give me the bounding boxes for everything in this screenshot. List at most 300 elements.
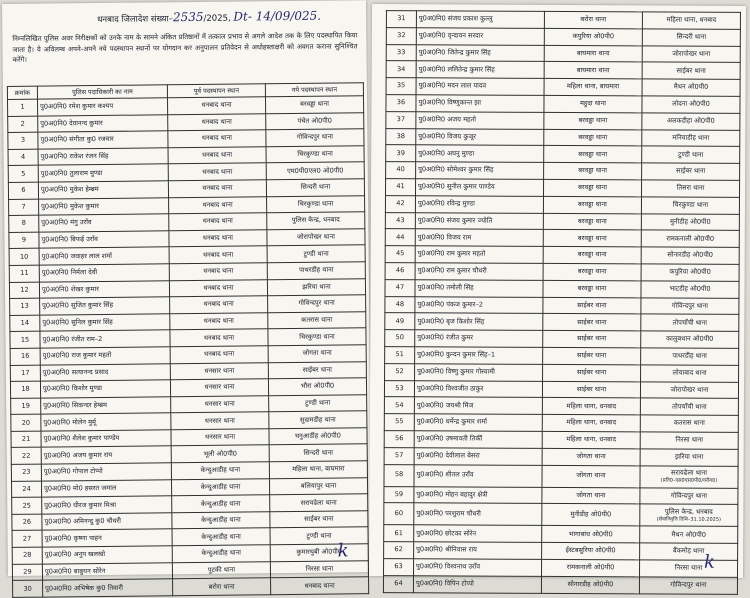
serial-cell: 44 [385, 229, 415, 246]
new-posting-cell: साईबर थाना [642, 62, 740, 79]
prev-posting-cell: साईबर थाना [543, 314, 641, 331]
new-posting-cell: बलियापुर थाना [269, 477, 367, 495]
table-row [384, 558, 738, 577]
prev-posting-cell: साईबर थाना [543, 347, 641, 364]
prev-posting-cell: केन्दुआडीह थाना [172, 545, 270, 563]
new-posting-cell: एम0पी0एल0 ओ0पी0 [266, 162, 364, 180]
table-row [385, 229, 739, 248]
new-posting-cell: गोविन्दपुर थाना [268, 295, 366, 313]
prev-posting-cell: धनसार थाना [170, 362, 268, 380]
new-posting-cell: पाथरडीह थाना [641, 348, 739, 365]
new-posting-cell: धनबाद थाना [271, 577, 369, 595]
serial-cell: 14 [10, 315, 40, 332]
serial-cell: 58 [384, 464, 414, 486]
prev-posting-cell: धनबाद थाना [167, 97, 265, 115]
new-posting-cell: कतरास थाना [268, 311, 366, 329]
officer-name-cell: पु0अ0नि0 तुलाराम मुण्डा [38, 164, 168, 182]
serial-cell: 32 [386, 27, 416, 44]
prev-posting-cell: भूली ओ0पी0 [171, 445, 269, 463]
officer-name-cell: पु0अ0नि0 राम कुमार महतो [415, 246, 543, 263]
prev-posting-cell: केन्दुआडीह थाना [171, 478, 269, 496]
serial-cell: 3 [8, 132, 38, 149]
serial-cell: 8 [9, 215, 39, 232]
order-header [97, 9, 321, 25]
posting-subnote: (प्रति0–एस0एस0पी0/वरीय0) [660, 477, 718, 484]
officer-name-cell: पु0अ0नि0 संजय कुमार ज्योति [415, 212, 543, 229]
officer-name-cell: पु0अ0नि0 श्रीनिवास राय [414, 542, 542, 559]
table-row [384, 486, 738, 505]
prev-posting-cell: केन्दुआडीह थाना [171, 462, 269, 480]
serial-cell: 7 [9, 199, 39, 216]
table-row [385, 212, 739, 231]
table-row [386, 95, 740, 114]
left-page [2, 0, 372, 593]
officer-name-cell: पु0अ0नि0 रंजीत राम–2 [40, 330, 170, 348]
officer-name-cell: पु0अ0नि0 छोटका सोरेन [414, 525, 542, 542]
new-posting-cell: पंचेत ओ0पी0 [266, 112, 364, 130]
prev-posting-cell: बरवड्डा थाना [544, 146, 642, 163]
serial-cell: 43 [385, 212, 415, 229]
officer-name-cell: पु0अ0नि0 शैलेश कुमार पाण्डेय [41, 430, 171, 448]
table-row [386, 11, 740, 30]
new-posting-cell: सरायढेला थाना [270, 494, 368, 512]
table-row [384, 464, 738, 488]
table-row [385, 263, 739, 282]
prev-posting-cell: धनबाद थाना [168, 180, 266, 198]
serial-cell: 23 [11, 464, 41, 481]
table-row [384, 447, 738, 466]
new-posting-cell: लोयाबाद थाना [641, 365, 739, 382]
officer-name-cell: पु0अ0नि0 मोलेन मुर्मू [41, 413, 171, 431]
officer-name-cell: पु0अ0नि0 संगीता कु0 रजवार [38, 131, 168, 149]
new-posting-cell: कालुबथान ओ0पी0 [641, 331, 739, 348]
officer-name-cell: पु0अ0नि0 तमोली सिंह [415, 279, 543, 296]
new-posting-cell: गोविन्दपुर थाना [641, 297, 739, 314]
table-row [386, 27, 740, 46]
table-row [386, 111, 740, 130]
table-row [384, 430, 738, 449]
serial-cell: 16 [10, 348, 40, 365]
new-posting-cell: कुमारधुबी ओ0पी0 [270, 544, 368, 562]
serial-cell: 45 [385, 246, 415, 263]
prev-posting-cell: भागाबांध ओ0पी0 [542, 526, 640, 543]
prev-posting-cell: बरवड्डा थाना [543, 247, 641, 264]
new-posting-cell: सुदामडीह थाना [269, 411, 367, 429]
new-posting-cell: जोरापोखर थाना [642, 46, 740, 63]
serial-cell: 35 [386, 78, 416, 95]
table-row [384, 542, 738, 561]
serial-cell: 26 [12, 514, 42, 531]
table-row [384, 380, 738, 399]
serial-cell: 64 [383, 575, 413, 592]
prev-posting-cell: केन्दुआडीह थाना [172, 528, 270, 546]
serial-cell: 27 [12, 531, 42, 548]
officer-name-cell: पु0अ0नि0 मो0 हसरत जमाल [41, 479, 171, 497]
officer-name-cell: पु0अ0नि0 अजय महतो [416, 112, 544, 129]
prev-posting-cell: धनसार थाना [171, 429, 269, 447]
new-posting-cell: निरसा थाना [640, 432, 738, 449]
new-posting-cell: बरवड्डा थाना [265, 96, 363, 114]
officer-name-cell: पु0अ0नि0 बिफई उराँव [39, 231, 169, 249]
serial-cell: 31 [386, 11, 416, 28]
officer-name-cell: पु0अ0नि0 अजय कुमार राय [41, 446, 171, 464]
table-row [384, 525, 738, 544]
officer-name-cell: पु0अ0नि0 राम कुमार चौधरी [415, 263, 543, 280]
prev-posting-cell: बरवड्डा थाना [544, 112, 642, 129]
serial-cell: 54 [384, 397, 414, 414]
new-posting-cell: मुनीडीह ओ0पी0 [641, 213, 739, 230]
prev-posting-cell: महिला थाना, बाघमारा [544, 79, 642, 96]
new-posting-cell: टुण्डी थाना [642, 146, 740, 163]
new-posting-cell: गोविन्दपुर थाना [640, 487, 738, 504]
order-number: 2535 [172, 9, 204, 25]
officer-name-cell: पु0अ0नि0 राकेश रंजन सिंह [38, 148, 168, 166]
prev-posting-cell: केन्दुआडीह थाना [172, 495, 270, 513]
new-posting-cell: गोविन्दपुर थाना [266, 129, 364, 147]
table-row [385, 179, 739, 198]
table-row [385, 246, 739, 265]
prev-posting-cell: बरवड्डा थाना [544, 129, 642, 146]
prev-posting-cell: जोगता थाना [542, 448, 640, 465]
new-posting-cell: टुण्डी थाना [267, 245, 365, 263]
prev-posting-cell: धनबाद थाना [169, 246, 267, 264]
serial-cell: 56 [384, 430, 414, 447]
officer-name-cell: पु0अ0नि0 धीरज कुमार मिश्रा [42, 496, 172, 514]
prev-posting-cell: जोगता थाना [542, 465, 640, 488]
prev-posting-cell: धनसार थाना [171, 395, 269, 413]
prev-posting-cell: सोनारडीह ओ0पी0 [541, 576, 639, 593]
new-posting-cell: जोगता थाना [268, 345, 366, 363]
officer-name-cell: पु0अ0नि0 मदन लाल यादव [416, 78, 544, 95]
order-prefix: धनबाद जिलादेश संख्या– [97, 14, 174, 26]
officer-name-cell: पु0अ0नि0 सुनिल कुमार सिंह [40, 313, 170, 331]
officer-name-cell: पु0अ0नि0 कुन्दन कुमार सिंह–1 [415, 347, 543, 364]
table-row [13, 577, 369, 597]
new-posting-cell: चिरकुण्डा थाना [266, 145, 364, 163]
serial-cell: 46 [385, 263, 415, 280]
serial-cell: 18 [10, 381, 40, 398]
new-posting-cell: जोरापोखर थाना [640, 381, 738, 398]
officer-name-cell: पु0अ0नि0 विजय राम [415, 229, 543, 246]
prev-posting-cell: बरवड्डा थाना [543, 280, 641, 297]
prev-posting-cell: धनबाद थाना [169, 279, 267, 297]
officer-name-cell: पु0अ0नि0 विश्वजीत ठाकुर [414, 380, 542, 397]
new-posting-cell: पुलिस केन्द्र, धनबाद [267, 212, 365, 230]
new-posting-cell: झरिया थाना [640, 449, 738, 466]
serial-cell: 41 [385, 179, 415, 196]
prev-posting-cell: धनबाद थाना [170, 312, 268, 330]
new-posting-cell: पुलिस केन्द्र, धनबाद (सेवानिवृत्ति तिथि–31.10.2025) [640, 504, 738, 527]
officer-name-cell: पु0अ0नि0 जितेन्द्र कुमार सिंह [416, 44, 544, 61]
officer-name-cell: पु0अ0नि0 सुजित कुमार सिंह [40, 297, 170, 315]
new-posting-cell: सोनारडीह ओ0पी0 [641, 247, 739, 264]
table-row [386, 78, 740, 97]
table-row [385, 313, 739, 332]
prev-posting-cell: धनबाद थाना [168, 113, 266, 131]
officer-name-cell: पु0अ0नि0 अनुप खलखो [42, 546, 172, 564]
prev-posting-cell: धनबाद थाना [170, 296, 268, 314]
officer-name-cell: पु0अ0नि0 सत्यानन्द प्रसाद [40, 363, 170, 381]
prev-posting-cell: बाघमारा थाना [544, 62, 642, 79]
officer-name-cell: पु0अ0नि0 निर्मला देवी [39, 264, 169, 282]
officer-name-cell: पु0अ0नि0 किशोर मुण्डा [40, 380, 170, 398]
serial-cell: 11 [9, 265, 39, 282]
officer-name-cell: पु0अ0नि0 विष्णु कुमार गोस्वामी [415, 363, 543, 380]
prev-posting-cell: धनबाद थाना [168, 147, 266, 165]
transfer-table-right [383, 10, 741, 594]
posting-subnote: (सेवानिवृत्ति तिथि–31.10.2025) [656, 516, 721, 523]
serial-cell: 38 [386, 128, 416, 145]
new-posting-cell: साईबर थाना [270, 511, 368, 529]
new-posting-cell: चिरकुण्डा थाना [267, 195, 365, 213]
table-row [384, 503, 738, 527]
prev-posting-cell: धनबाद थाना [169, 229, 267, 247]
officer-name-cell: पु0अ0नि0 देवीलाल बेसरा [414, 447, 542, 464]
serial-cell: 42 [385, 195, 415, 212]
new-posting-cell: टुण्डी थाना [269, 394, 367, 412]
serial-cell: 60 [384, 503, 414, 525]
table-row [385, 363, 739, 382]
prev-posting-cell: धनबाद थाना [170, 346, 268, 364]
serial-cell: 39 [386, 145, 416, 162]
serial-cell: 49 [385, 313, 415, 330]
serial-cell: 9 [9, 232, 39, 249]
transfer-table-left [7, 82, 369, 598]
prev-posting-cell: महिला थाना, धनबाद [542, 415, 640, 432]
prev-posting-cell: बरवड्डा थाना [543, 213, 641, 230]
officer-name-cell: पु0अ0नि0 शीतल उराँव [414, 464, 542, 487]
new-posting-cell: पाथरडीह थाना [267, 262, 365, 280]
officer-name-cell: पु0अ0नि0 धर्मेन्द्र कुमार शर्मा [414, 414, 542, 431]
signature-left: k [337, 540, 349, 562]
serial-cell: 17 [10, 365, 40, 382]
new-posting-cell: रामकनाली ओ0पी0 [641, 230, 739, 247]
prev-posting-cell: धनबाद थाना [169, 196, 267, 214]
table-row [385, 279, 739, 298]
new-posting-cell: सिन्दरी थाना [266, 179, 364, 197]
serial-cell: 2 [8, 116, 38, 133]
serial-cell: 22 [11, 448, 41, 465]
officer-name-cell: पु0अ0नि0 रविन्द्र मुण्डा [415, 195, 543, 212]
serial-cell: 55 [384, 414, 414, 431]
serial-cell: 1 [7, 99, 37, 116]
right-page [369, 4, 746, 589]
serial-cell: 28 [12, 547, 42, 564]
prev-posting-cell: धनबाद थाना [168, 130, 266, 148]
new-posting-cell: साईबर थाना [268, 361, 366, 379]
serial-cell: 6 [8, 182, 38, 199]
officer-name-cell: पु0अ0नि0 उषमावती तिर्की [414, 431, 542, 448]
new-posting-cell: घनुआडीह ओ0पी0 [269, 428, 367, 446]
table-row [385, 195, 739, 214]
new-posting-cell: बैंकमोड़ थाना [640, 543, 738, 560]
officer-name-cell: पु0अ0नि0 जयश्री मिंज [414, 397, 542, 414]
serial-cell: 57 [384, 447, 414, 464]
intro-paragraph: निम्नलिखित पुलिस अवर निरीक्षकों को उनके नाम के सामने अंकित प्रतिष्ठानों में तत्काल प्रभाव से अगले आदेश तक के लिए पदस्थापित किया जाता है। ये अविलम्ब अपने-अपने नये पदस्थापन स्थानों पर योगदान कर अनुपालन प्रतिवेदन से अधोहस्ताक्षरी को अवगत कराना सुनिश्चित करेंगे। [12, 31, 358, 64]
table-row [386, 145, 740, 164]
new-posting-cell: साईबर थाना [642, 163, 740, 180]
serial-cell: 10 [9, 248, 39, 265]
new-posting-cell: टुण्डी थाना [270, 527, 368, 545]
serial-cell: 21 [11, 431, 41, 448]
serial-cell: 59 [384, 486, 414, 503]
table-row [386, 44, 740, 63]
new-posting-cell: निरसा थाना [640, 560, 738, 577]
officer-name-cell: पु0अ0नि0 विश्वनाथ उराँव [414, 559, 542, 576]
officer-name-cell: पु0अ0नि0 सुनील कुमार पाण्डेय [415, 179, 543, 196]
officer-name-cell: पु0अ0नि0 जवाहर लाल शर्मा [39, 247, 169, 265]
new-posting-cell: मैथन ओ0पी0 [640, 526, 738, 543]
table-row [385, 296, 739, 315]
order-year: /2025, [203, 13, 231, 24]
serial-cell: 47 [385, 279, 415, 296]
prev-posting-cell: बरवड्डा थाना [543, 263, 641, 280]
serial-cell: 34 [386, 61, 416, 78]
prev-posting-cell: धनबाद थाना [169, 263, 267, 281]
officer-name-cell: पु0अ0नि0 मुकेश कुमार [39, 197, 169, 215]
new-posting-cell: तोपचाँची थाना [640, 398, 738, 415]
officer-name-cell: पु0अ0नि0 कृष्णा पाहन [42, 529, 172, 547]
new-posting-cell: चिरकुण्डा थाना [268, 328, 366, 346]
new-posting-cell: मैथन ओ0पी0 [642, 79, 740, 96]
officer-name-cell: पु0अ0नि0 बृज किशोर सिंह [415, 313, 543, 330]
new-posting-cell: सरायढेला थाना (प्रति0–एस0एस0पी0/वरीय0) [640, 465, 738, 488]
new-posting-cell: महिला थाना, बाघमारा [269, 461, 367, 479]
serial-cell: 61 [384, 525, 414, 542]
prev-posting-cell: मुनीडीह ओ0पी0 [542, 504, 640, 527]
prev-posting-cell: साईबर थाना [543, 297, 641, 314]
serial-cell: 12 [9, 282, 39, 299]
new-posting-cell: सिन्दरी थाना [642, 29, 740, 46]
prev-posting-cell: बरवड्डा थाना [543, 230, 641, 247]
new-posting-cell: मनियाडीह थाना [642, 129, 740, 146]
prev-posting-cell: रामकनाली ओ0पी0 [542, 559, 640, 576]
officer-name-cell: पु0अ0नि0 रंजीत कुमर [415, 330, 543, 347]
prev-posting-cell: साईबर थाना [543, 364, 641, 381]
serial-cell: 4 [8, 149, 38, 166]
prev-posting-cell: धनबाद थाना [169, 213, 267, 231]
officer-name-cell: पु0अ0नि0 राज कुमार महतो [40, 347, 170, 365]
officer-name-cell: पु0अ0नि0 पंकज कुमार–2 [415, 296, 543, 313]
new-posting-cell: निरसा थाना [270, 560, 368, 578]
serial-cell: 29 [12, 564, 42, 581]
prev-posting-cell: बाघमारा थाना [544, 45, 642, 62]
table-row [385, 330, 739, 349]
serial-cell: 62 [384, 542, 414, 559]
serial-cell: 37 [386, 111, 416, 128]
new-posting-cell: गोविन्दपुर थाना [639, 577, 737, 594]
serial-cell: 48 [385, 296, 415, 313]
col-header-name: पुलिस पदाधिकारी का नाम [37, 85, 167, 99]
officer-name-cell: पु0अ0नि0 सोमेश्वर कुमार सिंह [416, 162, 544, 179]
col-header-prev-posting: पूर्व पदस्थापन स्थान [167, 84, 265, 98]
officer-name-cell: पु0अ0नि0 विजय कुजूर [416, 128, 544, 145]
officer-name-cell: पु0अ0नि0 गोपाल टोप्पो [41, 463, 171, 481]
table-row [384, 414, 738, 433]
table-row [386, 61, 740, 80]
serial-cell: 15 [10, 331, 40, 348]
officer-name-cell: पु0अ0नि0 देवानन्द कुमार [38, 114, 168, 132]
new-posting-cell: अलकडीहा ओ0पी0 [642, 113, 740, 130]
officer-name-cell: पु0अ0नि0 अमिनन्दु कु0 चौधरी [42, 513, 172, 531]
prev-posting-cell: पुटकी थाना [172, 561, 270, 579]
officer-name-cell: पु0अ0नि0 ललितेन्द्र कुमार सिंह [416, 61, 544, 78]
officer-name-cell: पु0अ0नि0 विपिन टोप्पो [413, 575, 541, 592]
new-posting-cell: तिसरा थाना [641, 180, 739, 197]
signature-right: k [704, 551, 716, 573]
prev-posting-cell: धनबाद थाना [168, 163, 266, 181]
prev-posting-cell: बरवड्डा थाना [543, 196, 641, 213]
table-row [386, 128, 740, 147]
prev-posting-cell: बरवड्डा थाना [544, 163, 642, 180]
officer-name-cell: पु0अ0नि0 सिकन्दर हेम्ब्रम [41, 396, 171, 414]
prev-posting-cell: धनसार थाना [170, 379, 268, 397]
table-row [384, 397, 738, 416]
prev-posting-cell: ईस्टबसुरिया ओ0पी0 [542, 543, 640, 560]
table-row [385, 347, 739, 366]
serial-cell: 51 [385, 347, 415, 364]
col-header-new-posting: नये पदस्थापन स्थान [265, 83, 363, 97]
serial-cell: 36 [386, 95, 416, 112]
table-row [383, 575, 737, 594]
new-posting-cell: लोदना ओ0पी0 [642, 96, 740, 113]
new-posting-cell: सिन्दरी थाना [269, 444, 367, 462]
prev-posting-cell: साईबर थाना [542, 381, 640, 398]
serial-cell: 40 [386, 162, 416, 179]
prev-posting-cell: महुदा थाना [544, 95, 642, 112]
officer-name-cell: पु0अ0नि0 बाबुधन सोरेन [42, 562, 172, 580]
serial-cell: 33 [386, 44, 416, 61]
officer-name-cell: पु0अ0नि0 मंगु उराँव [39, 214, 169, 232]
serial-cell: 63 [384, 558, 414, 575]
prev-posting-cell: बरवड्डा थाना [543, 179, 641, 196]
officer-name-cell: पु0अ0नि0 वृन्दावन सरदार [416, 28, 544, 45]
new-posting-cell: कपुरिया ओ0पी0 [641, 264, 739, 281]
officer-name-cell: पु0अ0नि0 अभिषेक कु0 तिवारी [43, 579, 173, 597]
serial-cell: 24 [11, 481, 41, 498]
officer-name-cell: पु0अ0नि0 मोहन बहादुर क्षेत्री [414, 486, 542, 503]
prev-posting-cell: केन्दुआडीह थाना [172, 512, 270, 530]
officer-name-cell: पु0अ0नि0 विष्णुकान्त झा [416, 95, 544, 112]
prev-posting-cell: धनबाद थाना [170, 329, 268, 347]
officer-name-cell: पु0अ0नि0 संजय प्रकाश कुल्लु [416, 11, 544, 28]
serial-cell: 52 [385, 363, 415, 380]
prev-posting-cell: बरोरा थाना [173, 578, 271, 596]
officer-name-cell: पु0अ0नि0 शेखर कुमार [39, 280, 169, 298]
new-posting-cell: चिरकुण्डा थाना [641, 197, 739, 214]
serial-cell: 20 [11, 414, 41, 431]
new-posting-cell: जोरापोखर थाना [267, 228, 365, 246]
serial-cell: 30 [13, 580, 43, 597]
new-posting-cell: महिला थाना, धनबाद [642, 12, 740, 29]
new-posting-cell: कतरास थाना [640, 415, 738, 432]
officer-name-cell: पु0अ0नि0 अघनु मुण्डा [416, 145, 544, 162]
serial-cell: 25 [12, 497, 42, 514]
prev-posting-cell: धनसार थाना [171, 412, 269, 430]
prev-posting-cell: बरोरा थाना [544, 11, 642, 28]
serial-cell: 50 [385, 330, 415, 347]
serial-cell: 5 [8, 166, 38, 183]
officer-name-cell: पु0अ0नि0 परशुराम चौधरी [414, 503, 542, 526]
order-date: Dt- 14/09/025. [233, 8, 322, 24]
col-header-serial: क्रमांक [7, 86, 37, 99]
prev-posting-cell: महिला थाना, धनबाद [542, 431, 640, 448]
new-posting-cell: भाटडीह ओ0पी0 [641, 281, 739, 298]
new-posting-cell: तोपचाँची थाना [641, 314, 739, 331]
prev-posting-cell: कपुरिया ओ0पी0 [544, 28, 642, 45]
serial-cell: 13 [10, 298, 40, 315]
prev-posting-cell: साईबर थाना [543, 331, 641, 348]
